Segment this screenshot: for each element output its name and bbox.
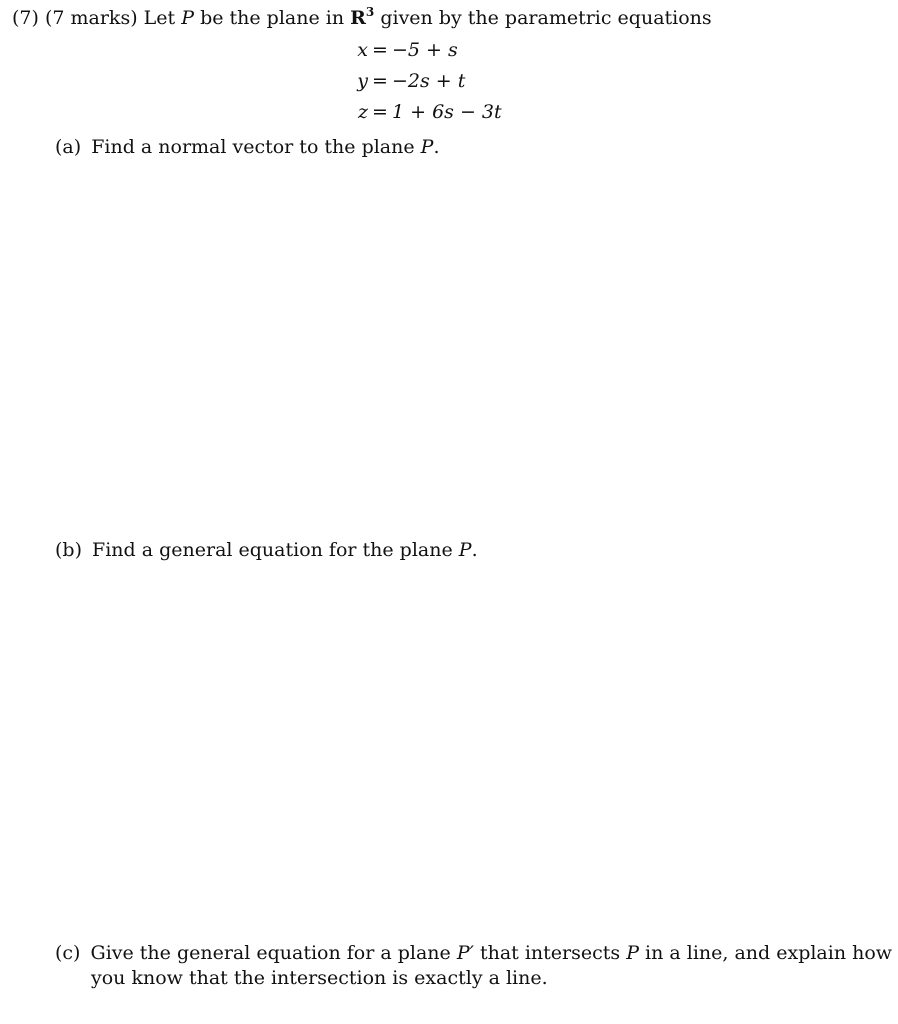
part-c-text-1: Give the general equation for a plane bbox=[90, 942, 451, 964]
part-c-line-1 bbox=[55, 941, 892, 965]
equation-z-eq: = bbox=[372, 101, 388, 123]
question-number: (7) bbox=[12, 7, 39, 29]
space-symbol bbox=[350, 7, 374, 29]
equation-x-lhs: x bbox=[357, 39, 368, 61]
part-c-text-4: you know that the intersection is exactly a line. bbox=[91, 967, 548, 989]
part-b-symbol: P bbox=[458, 539, 472, 561]
part-c-symbol: P bbox=[626, 942, 639, 964]
equation-x-rhs: −5 + s bbox=[392, 39, 458, 61]
equation-x-eq: = bbox=[372, 39, 388, 61]
equation-x bbox=[300, 38, 520, 62]
space-exponent: 3 bbox=[365, 5, 375, 19]
part-a-symbol: P bbox=[420, 136, 434, 158]
part-b-label: (b) bbox=[55, 539, 82, 561]
equation-y-rhs: −2s + t bbox=[392, 70, 466, 92]
equation-y bbox=[300, 69, 520, 93]
part-b-period: . bbox=[471, 539, 478, 561]
equation-z-lhs: z bbox=[357, 101, 368, 123]
space-letter: R bbox=[350, 7, 366, 29]
part-c-label: (c) bbox=[55, 942, 81, 964]
plane-symbol: P bbox=[181, 7, 195, 29]
part-c-line-2 bbox=[91, 966, 548, 990]
intro-text-3: given by the parametric equations bbox=[380, 7, 712, 29]
question-header bbox=[12, 6, 712, 30]
part-a-label: (a) bbox=[55, 136, 82, 158]
question-marks: (7 marks) bbox=[44, 7, 138, 29]
part-a bbox=[55, 135, 440, 159]
intro-text-2: be the plane in bbox=[200, 7, 345, 29]
part-c-text-2: that intersects bbox=[479, 942, 621, 964]
equation-y-eq: = bbox=[372, 70, 388, 92]
part-a-text: Find a normal vector to the plane bbox=[91, 136, 415, 158]
equation-z bbox=[300, 100, 520, 124]
part-a-period: . bbox=[433, 136, 440, 158]
intro-text-1: Let bbox=[143, 7, 176, 29]
part-c-text-3: in a line, and explain how bbox=[645, 942, 893, 964]
equation-z-rhs: 1 + 6s − 3t bbox=[392, 101, 502, 123]
part-b bbox=[55, 538, 478, 562]
part-c-symbol-prime: P′ bbox=[456, 942, 474, 964]
equation-y-lhs: y bbox=[357, 70, 368, 92]
part-b-text: Find a general equation for the plane bbox=[92, 539, 453, 561]
